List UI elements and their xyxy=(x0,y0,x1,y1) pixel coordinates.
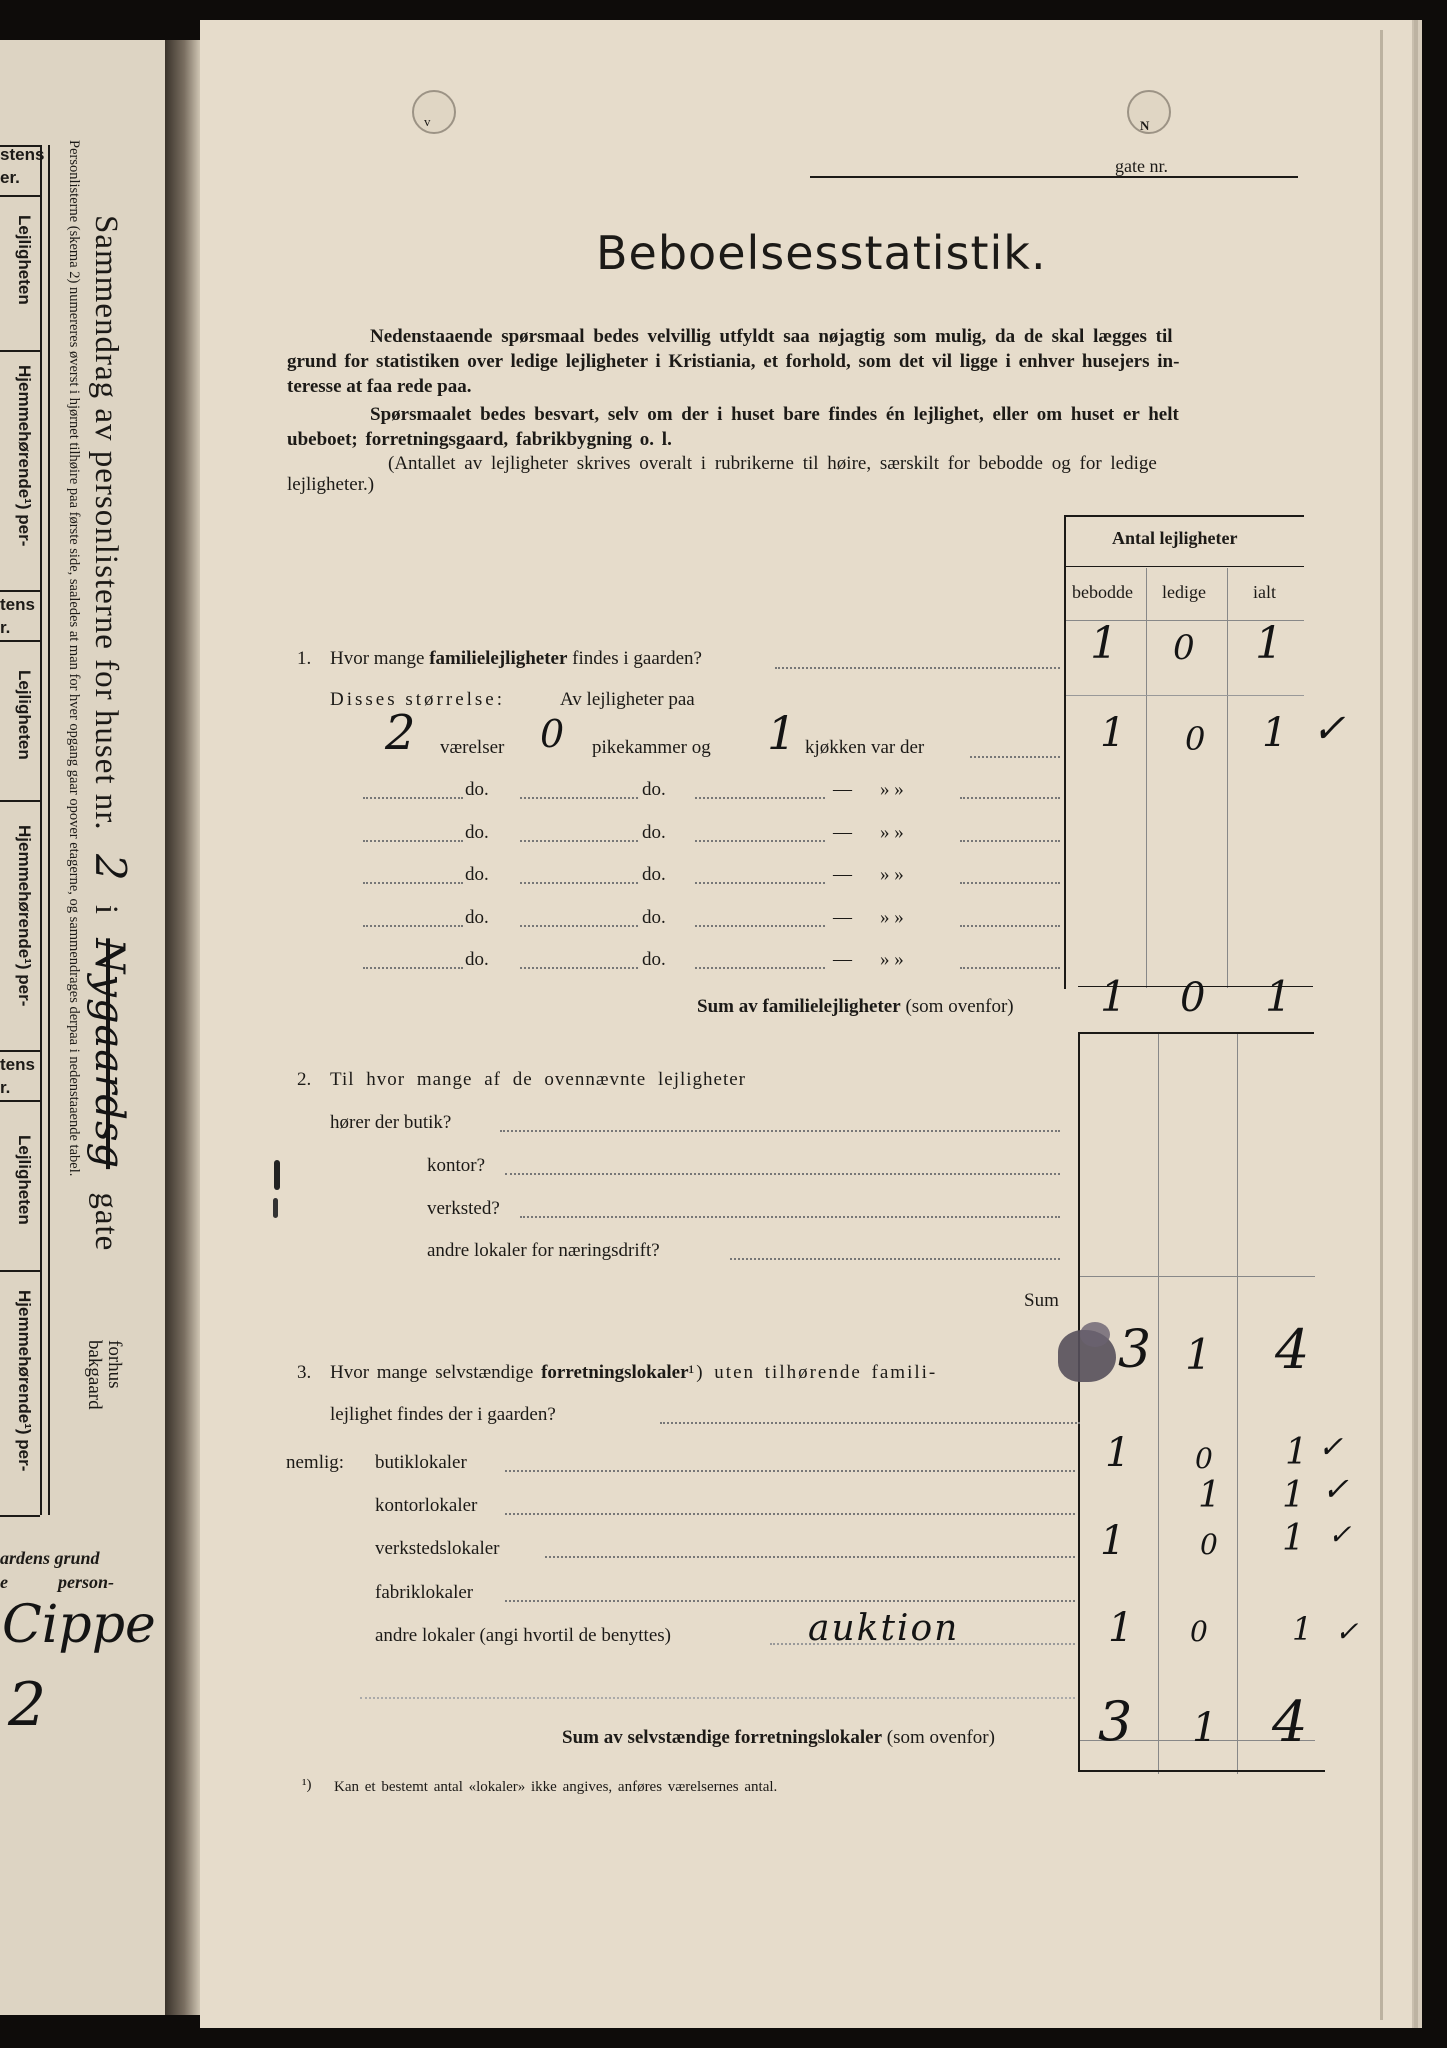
check-mark: ✓ xyxy=(1322,1470,1349,1508)
table-bottom-rule xyxy=(1080,1770,1325,1772)
q1-size-label: Disses størrelse: xyxy=(330,689,506,710)
q2-andre: andre lokaler for næringsdrift? xyxy=(427,1240,660,1261)
do-label: do. xyxy=(642,779,666,800)
q2-butik: hører der butik? xyxy=(330,1112,452,1133)
leader-dots xyxy=(960,797,1060,799)
q2-kontor: kontor? xyxy=(427,1155,486,1176)
table-col-rule xyxy=(1237,1034,1238,1774)
strip-fragment: stens xyxy=(0,145,45,164)
q3-row-bebodde: 1 xyxy=(1100,1518,1126,1564)
q3-row-bebodde: 1 xyxy=(1105,1430,1131,1476)
leader-dots xyxy=(695,925,825,927)
handwritten-auktion: auktion xyxy=(808,1608,960,1649)
intro-line: grund for statistiken over ledige lejligheter i Kristiania, et forhold, som det vil ligge i enhver husejers in- xyxy=(287,351,1180,372)
q3-sum-bold: Sum av selvstændige forretningslokaler xyxy=(562,1727,883,1748)
strip-fragment: tens xyxy=(0,1055,35,1074)
q1-question-pre: Hvor mange xyxy=(330,648,425,669)
check-mark: ✓ xyxy=(1328,1518,1352,1551)
strip-fragment: r. xyxy=(0,618,11,637)
quote-mark: » » xyxy=(880,864,904,885)
spine-i: i xyxy=(88,904,124,916)
intro-line: (Antallet av lejligheter skrives overalt i rubrikerne til høire, særskilt for bebodde og for ledige xyxy=(388,453,1157,474)
intro-line: ubeboet; forretningsgaard, fabrikbygning o. l. xyxy=(287,429,672,450)
book-gutter xyxy=(165,40,200,2015)
q3-row-ledige: 1 xyxy=(1198,1475,1221,1516)
table-top-rule xyxy=(1064,515,1304,517)
leader-dots xyxy=(360,1697,1075,1699)
strip-rule-vertical xyxy=(40,145,42,1515)
leader-dots xyxy=(695,840,825,842)
spine-title-text: Sammendrag av personlisterne for huset nr. xyxy=(88,215,124,831)
q3-question xyxy=(330,1362,937,1384)
handwritten-street: Nygaardsg xyxy=(86,938,132,1170)
q1-answer-ialt: 1 xyxy=(1255,618,1283,669)
kjokken-label: kjøkken var der xyxy=(805,737,925,758)
leader-dots xyxy=(775,667,1060,669)
handwritten-kjokken: 1 xyxy=(767,706,797,760)
intro-line: Nedenstaaende spørsmaal bedes velvillig utfyldt saa nøjagtig som mulig, da de skal lægges til xyxy=(370,326,1173,347)
table-col-rule xyxy=(1146,568,1147,988)
q1-sum xyxy=(697,996,1014,1018)
leader-dots xyxy=(970,756,1060,758)
dash-mark: — xyxy=(833,864,852,885)
q1-question-post: findes i gaarden? xyxy=(572,648,702,669)
footnote-text: Kan et bestemt antal «lokaler» ikke angives, anføres værelsernes antal. xyxy=(334,1779,778,1795)
strip-fragment: Hjemmehørende¹) per- xyxy=(15,365,34,547)
ink-blot xyxy=(1080,1322,1110,1347)
q2-sum-ledige: 1 xyxy=(1185,1330,1212,1379)
column-header-ledige: ledige xyxy=(1162,582,1206,602)
leader-dots xyxy=(960,882,1060,884)
spine-forhus: forhus xyxy=(104,1340,125,1389)
strip-rule xyxy=(0,590,40,592)
q3-row-ialt: 1 xyxy=(1282,1518,1305,1559)
leader-dots xyxy=(520,840,638,842)
table-left-rule xyxy=(1078,1032,1080,1772)
check-mark: ✓ xyxy=(1312,706,1346,752)
leader-dots xyxy=(505,1173,1060,1175)
leader-dots xyxy=(545,1556,1075,1558)
leader-dots xyxy=(505,1600,1075,1602)
q3-question-pre: Hvor mange selvstændige xyxy=(330,1362,534,1383)
table-rule xyxy=(1066,566,1304,567)
handwritten-rooms: 2 xyxy=(385,705,416,761)
strip-fragment: Hjemmehørende¹) per- xyxy=(15,825,34,1007)
strip-rule xyxy=(0,640,40,642)
quote-mark: » » xyxy=(880,822,904,843)
q3-row-ledige: 0 xyxy=(1200,1528,1218,1561)
leader-dots xyxy=(960,967,1060,969)
pencil-mark xyxy=(274,1160,280,1190)
strip-rule xyxy=(0,1270,40,1272)
leader-dots xyxy=(695,882,825,884)
q3-sum-bebodde: 3 xyxy=(1098,1690,1133,1753)
q1-sum-bold: Sum av familielejligheter xyxy=(697,996,901,1017)
intro-line: teresse at faa rede paa. xyxy=(287,376,472,397)
q1-sum-ledige: 0 xyxy=(1180,975,1206,1021)
strip-fragment: tens xyxy=(0,595,35,614)
do-label: do. xyxy=(465,864,489,885)
spine-forhus-bakgaard xyxy=(84,1340,124,1410)
q2-sum: Sum xyxy=(1024,1290,1059,1311)
column-header-ialt: ialt xyxy=(1253,582,1276,602)
strip-fragment: er. xyxy=(0,168,20,187)
handwritten-strip-number: 2 xyxy=(8,1670,47,1740)
leader-dots xyxy=(770,1643,1075,1645)
dash-mark: — xyxy=(833,907,852,928)
check-mark: ✓ xyxy=(1318,1430,1344,1465)
q3-question-bold: forretningslokaler xyxy=(541,1362,689,1383)
q1-sum-post: (som ovenfor) xyxy=(905,996,1014,1017)
q1-question xyxy=(330,648,702,670)
q3-row-label: verkstedslokaler xyxy=(375,1538,500,1559)
page-edge xyxy=(1380,30,1383,2020)
dash-mark: — xyxy=(833,779,852,800)
leader-dots xyxy=(520,1216,1060,1218)
table-rule xyxy=(1080,1276,1315,1277)
handwritten-pikekammer: 0 xyxy=(540,712,565,756)
q1-sum-ialt: 1 xyxy=(1265,972,1292,1021)
q3-row-label: butiklokaler xyxy=(375,1452,467,1473)
leader-dots xyxy=(520,882,638,884)
intro-line: Spørsmaalet bedes besvart, selv om der i huset bare findes én lejlighet, eller om huset er helt xyxy=(370,404,1179,425)
leader-dots xyxy=(500,1130,1060,1132)
row-answer-ialt: 1 xyxy=(1262,710,1288,756)
gate-nr-label: gate nr. xyxy=(1115,156,1168,176)
leader-dots xyxy=(695,967,825,969)
spine-bakgaard: bakgaard xyxy=(84,1340,105,1410)
strip-fragment: Lejligheten xyxy=(15,1135,34,1225)
do-label: do. xyxy=(465,822,489,843)
table-col-rule xyxy=(1227,568,1228,988)
strip-bottom-text: e xyxy=(0,1572,8,1592)
q1-size-text: Av lejligheter paa xyxy=(560,689,695,710)
q3-question-line2: lejlighet findes der i gaarden? xyxy=(330,1404,556,1425)
strip-bottom-text: ardens grund xyxy=(0,1548,100,1568)
spine-gate: gate xyxy=(88,1192,124,1252)
leader-dots xyxy=(363,882,463,884)
q1-number: 1. xyxy=(297,648,312,669)
pencil-mark xyxy=(273,1198,278,1218)
q3-row-label: fabriklokaler xyxy=(375,1582,474,1603)
strip-rule xyxy=(0,195,40,197)
quote-mark: » » xyxy=(880,907,904,928)
q3-row-ledige: 0 xyxy=(1190,1615,1208,1648)
table-rule xyxy=(1066,695,1304,696)
q3-sum-ialt: 4 xyxy=(1272,1690,1308,1755)
pikekammer-label: pikekammer og xyxy=(592,737,711,758)
vaerelser-label: værelser xyxy=(440,737,505,758)
q3-question-post: ¹) uten tilhørende famili- xyxy=(688,1362,938,1383)
leader-dots xyxy=(520,925,638,927)
q3-row-ialt: 1 xyxy=(1282,1475,1305,1516)
q1-question-bold: familielejligheter xyxy=(429,648,568,669)
column-header-bebodde: bebodde xyxy=(1072,582,1133,602)
q1-sum-bebodde: 1 xyxy=(1100,972,1127,1021)
q3-row-label: andre lokaler (angi hvortil de benyttes) xyxy=(375,1625,671,1646)
leader-dots xyxy=(363,967,463,969)
leader-dots xyxy=(363,840,463,842)
leader-dots xyxy=(363,797,463,799)
do-label: do. xyxy=(465,907,489,928)
dash-mark: — xyxy=(833,949,852,970)
q2-question: Til hvor mange af de ovennævnte lejligheter xyxy=(330,1069,746,1090)
q2-number: 2. xyxy=(297,1069,312,1090)
footnote-mark: ¹) xyxy=(302,1777,312,1793)
table-group-header: Antal lejligheter xyxy=(1112,528,1238,548)
intro-line: lejligheter.) xyxy=(287,474,375,495)
q3-row-ialt: 1 xyxy=(1292,1610,1313,1648)
do-label: do. xyxy=(642,907,666,928)
leader-dots xyxy=(960,925,1060,927)
strip-rule xyxy=(0,1515,40,1517)
do-label: do. xyxy=(465,949,489,970)
q3-nemlig: nemlig: xyxy=(286,1452,345,1473)
spine-instructions: Personlisterne (skema 2) numereres øverst i hjørnet tilhøire paa første side, saaledes at man for hver opgang gaar opover etagerne, og sammendrages derpaa i nedenstaaende tabel. xyxy=(66,140,82,1177)
leader-dots xyxy=(505,1470,1075,1472)
strip-rule xyxy=(0,1050,40,1052)
punch-hole-left xyxy=(412,90,456,134)
q3-sum xyxy=(562,1727,995,1749)
strip-rule xyxy=(0,800,40,802)
row-answer-ledige: 0 xyxy=(1185,720,1206,758)
strip-bottom-text: person- xyxy=(58,1572,115,1592)
q3-number: 3. xyxy=(297,1362,312,1383)
q3-sum-ledige: 1 xyxy=(1192,1705,1218,1751)
row-answer-bebodde: 1 xyxy=(1100,710,1126,756)
table-left-rule xyxy=(1064,515,1066,989)
strip-rule-vertical xyxy=(48,145,50,1515)
do-label: do. xyxy=(642,864,666,885)
corner-mark-right: N xyxy=(1140,118,1150,133)
q3-row-bebodde: 1 xyxy=(1108,1605,1134,1651)
q2-sum-ialt: 4 xyxy=(1275,1318,1310,1381)
do-label: do. xyxy=(465,779,489,800)
q3-sum-post: (som ovenfor) xyxy=(886,1727,995,1748)
q2-verksted: verksted? xyxy=(427,1198,500,1219)
do-label: do. xyxy=(642,949,666,970)
leader-dots xyxy=(730,1258,1060,1260)
q3-row-ledige: 0 xyxy=(1195,1442,1213,1475)
strip-fragment: r. xyxy=(0,1078,11,1097)
leader-dots xyxy=(660,1422,1080,1424)
leader-dots xyxy=(520,967,638,969)
q1-answer-ledige: 0 xyxy=(1173,628,1195,668)
strip-fragment: Lejligheten xyxy=(15,215,34,305)
leader-dots xyxy=(695,797,825,799)
dash-mark: — xyxy=(833,822,852,843)
quote-mark: » » xyxy=(880,949,904,970)
check-mark: ✓ xyxy=(1335,1615,1359,1648)
spine-title xyxy=(86,215,135,1251)
do-label: do. xyxy=(642,822,666,843)
handwritten-house-number: 2 xyxy=(86,853,135,882)
page-title: Beboelsesstatistik. xyxy=(596,226,1047,280)
corner-mark-left: v xyxy=(424,114,431,129)
leader-dots xyxy=(520,797,638,799)
leader-dots xyxy=(363,925,463,927)
strip-rule xyxy=(0,1100,40,1102)
q2-sum-bebodde: 3 xyxy=(1118,1320,1152,1380)
strip-fragment: Lejligheten xyxy=(15,670,34,760)
q3-row-label: kontorlokaler xyxy=(375,1495,478,1516)
q3-row-ialt: 1 xyxy=(1285,1432,1308,1473)
strip-fragment: Hjemmehørende¹) per- xyxy=(15,1290,34,1472)
handwritten-strip-name: Cippe xyxy=(2,1595,156,1655)
table-col-rule xyxy=(1158,1034,1159,1774)
leader-dots xyxy=(960,840,1060,842)
quote-mark: » » xyxy=(880,779,904,800)
leader-dots xyxy=(505,1513,1075,1515)
table-rule xyxy=(1078,1032,1314,1034)
q1-answer-bebodde: 1 xyxy=(1090,618,1118,669)
gate-nr-line xyxy=(810,176,1298,178)
strip-rule xyxy=(0,350,40,352)
